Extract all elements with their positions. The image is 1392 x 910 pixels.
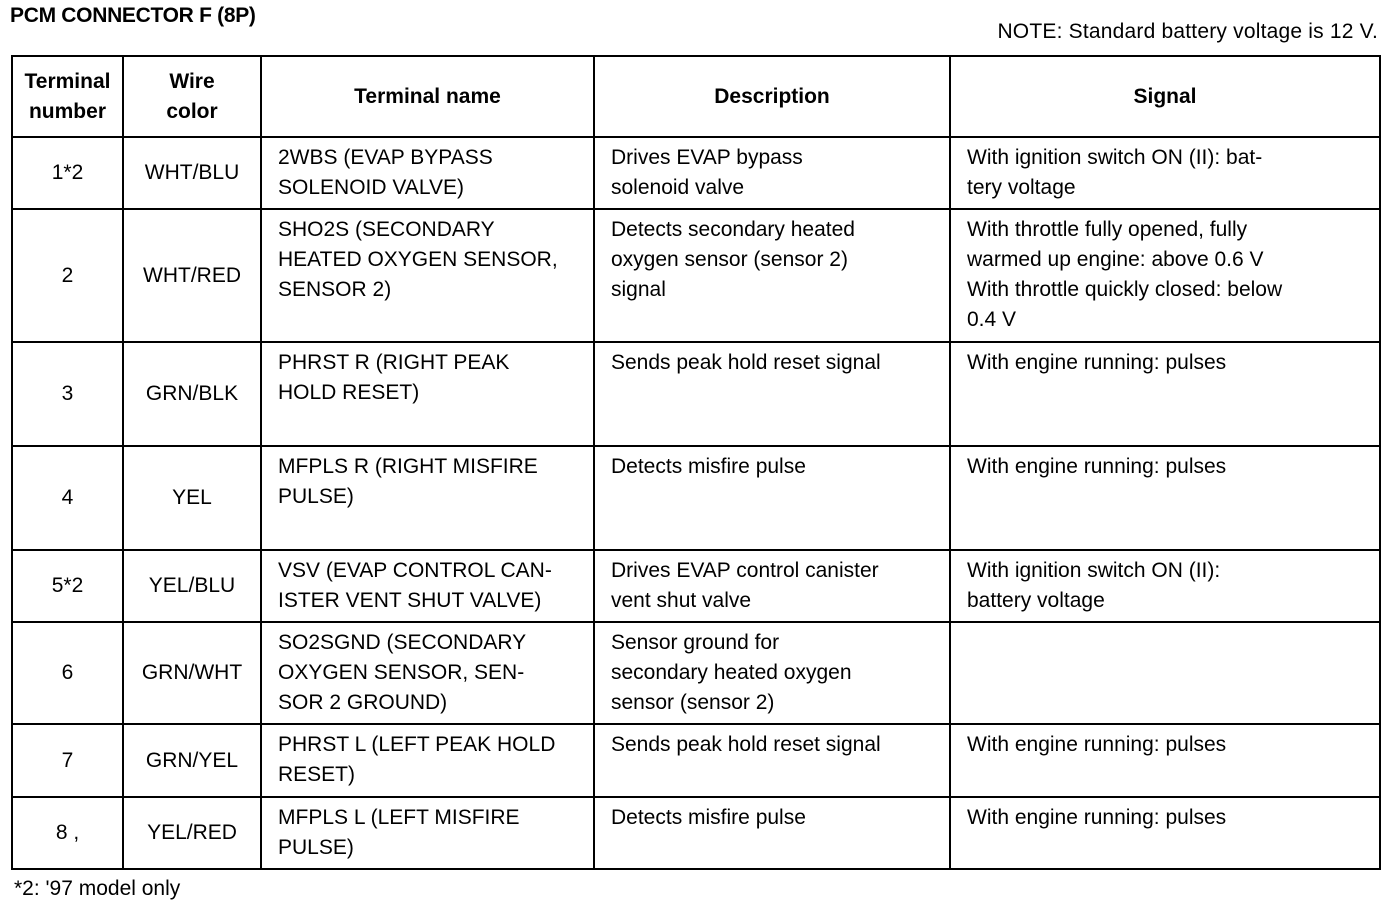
signal: With ignition switch ON (II): bat- tery voltage xyxy=(950,137,1380,209)
wire-color: GRN/YEL xyxy=(123,724,261,797)
description: Sends peak hold reset signal xyxy=(594,342,950,446)
table-row xyxy=(12,137,1380,209)
terminal-name: 2WBS (EVAP BYPASS SOLENOID VALVE) xyxy=(261,137,594,209)
description: Detects misfire pulse xyxy=(594,797,950,869)
terminal-name: SO2SGND (SECONDARY OXYGEN SENSOR, SEN- SOR 2 GROUND) xyxy=(261,622,594,724)
wire-color: YEL/BLU xyxy=(123,550,261,622)
signal: With engine running: pulses xyxy=(950,724,1380,797)
signal: With throttle fully opened, fully warmed up engine: above 0.6 V With throttle quickly closed: below 0.4 V xyxy=(950,209,1380,342)
header-signal: Signal xyxy=(950,56,1380,137)
terminal-number: 3 xyxy=(12,342,123,446)
terminal-number: 2 xyxy=(12,209,123,342)
wire-color: WHT/RED xyxy=(123,209,261,342)
header-terminal-number: Terminal number xyxy=(12,56,123,137)
terminal-number: 5*2 xyxy=(12,550,123,622)
table-row xyxy=(12,797,1380,869)
header-wire-color: Wire color xyxy=(123,56,261,137)
pcm-connector-table xyxy=(11,55,1381,870)
table-row xyxy=(12,724,1380,797)
description: Sensor ground for secondary heated oxygen sensor (sensor 2) xyxy=(594,622,950,724)
signal: With engine running: pulses xyxy=(950,446,1380,550)
footnote: *2: '97 model only xyxy=(14,877,181,900)
page-title: PCM CONNECTOR F (8P) xyxy=(10,4,256,27)
table-row xyxy=(12,342,1380,446)
terminal-name: SHO2S (SECONDARY HEATED OXYGEN SENSOR, SENSOR 2) xyxy=(261,209,594,342)
terminal-name: PHRST R (RIGHT PEAK HOLD RESET) xyxy=(261,342,594,446)
table-row xyxy=(12,209,1380,342)
signal: With engine running: pulses xyxy=(950,797,1380,869)
wire-color: GRN/WHT xyxy=(123,622,261,724)
terminal-name: MFPLS L (LEFT MISFIRE PULSE) xyxy=(261,797,594,869)
signal: With engine running: pulses xyxy=(950,342,1380,446)
wire-color: GRN/BLK xyxy=(123,342,261,446)
wire-color: WHT/BLU xyxy=(123,137,261,209)
signal: With ignition switch ON (II): battery voltage xyxy=(950,550,1380,622)
terminal-name: VSV (EVAP CONTROL CAN- ISTER VENT SHUT VALVE) xyxy=(261,550,594,622)
battery-voltage-note: NOTE: Standard battery voltage is 12 V. xyxy=(997,20,1378,43)
table-row xyxy=(12,446,1380,550)
header-terminal-name: Terminal name xyxy=(261,56,594,137)
description: Drives EVAP bypass solenoid valve xyxy=(594,137,950,209)
signal xyxy=(950,622,1380,724)
description: Drives EVAP control canister vent shut valve xyxy=(594,550,950,622)
terminal-number: 1*2 xyxy=(12,137,123,209)
wire-color: YEL/RED xyxy=(123,797,261,869)
table-row xyxy=(12,622,1380,724)
header-description: Description xyxy=(594,56,950,137)
description: Detects secondary heated oxygen sensor (sensor 2) signal xyxy=(594,209,950,342)
header-row xyxy=(12,56,1380,137)
table-row xyxy=(12,550,1380,622)
terminal-number: 7 xyxy=(12,724,123,797)
terminal-name: MFPLS R (RIGHT MISFIRE PULSE) xyxy=(261,446,594,550)
terminal-number: 4 xyxy=(12,446,123,550)
terminal-name: PHRST L (LEFT PEAK HOLD RESET) xyxy=(261,724,594,797)
description: Detects misfire pulse xyxy=(594,446,950,550)
wire-color: YEL xyxy=(123,446,261,550)
terminal-number: 6 xyxy=(12,622,123,724)
terminal-number: 8 , xyxy=(12,797,123,869)
description: Sends peak hold reset signal xyxy=(594,724,950,797)
